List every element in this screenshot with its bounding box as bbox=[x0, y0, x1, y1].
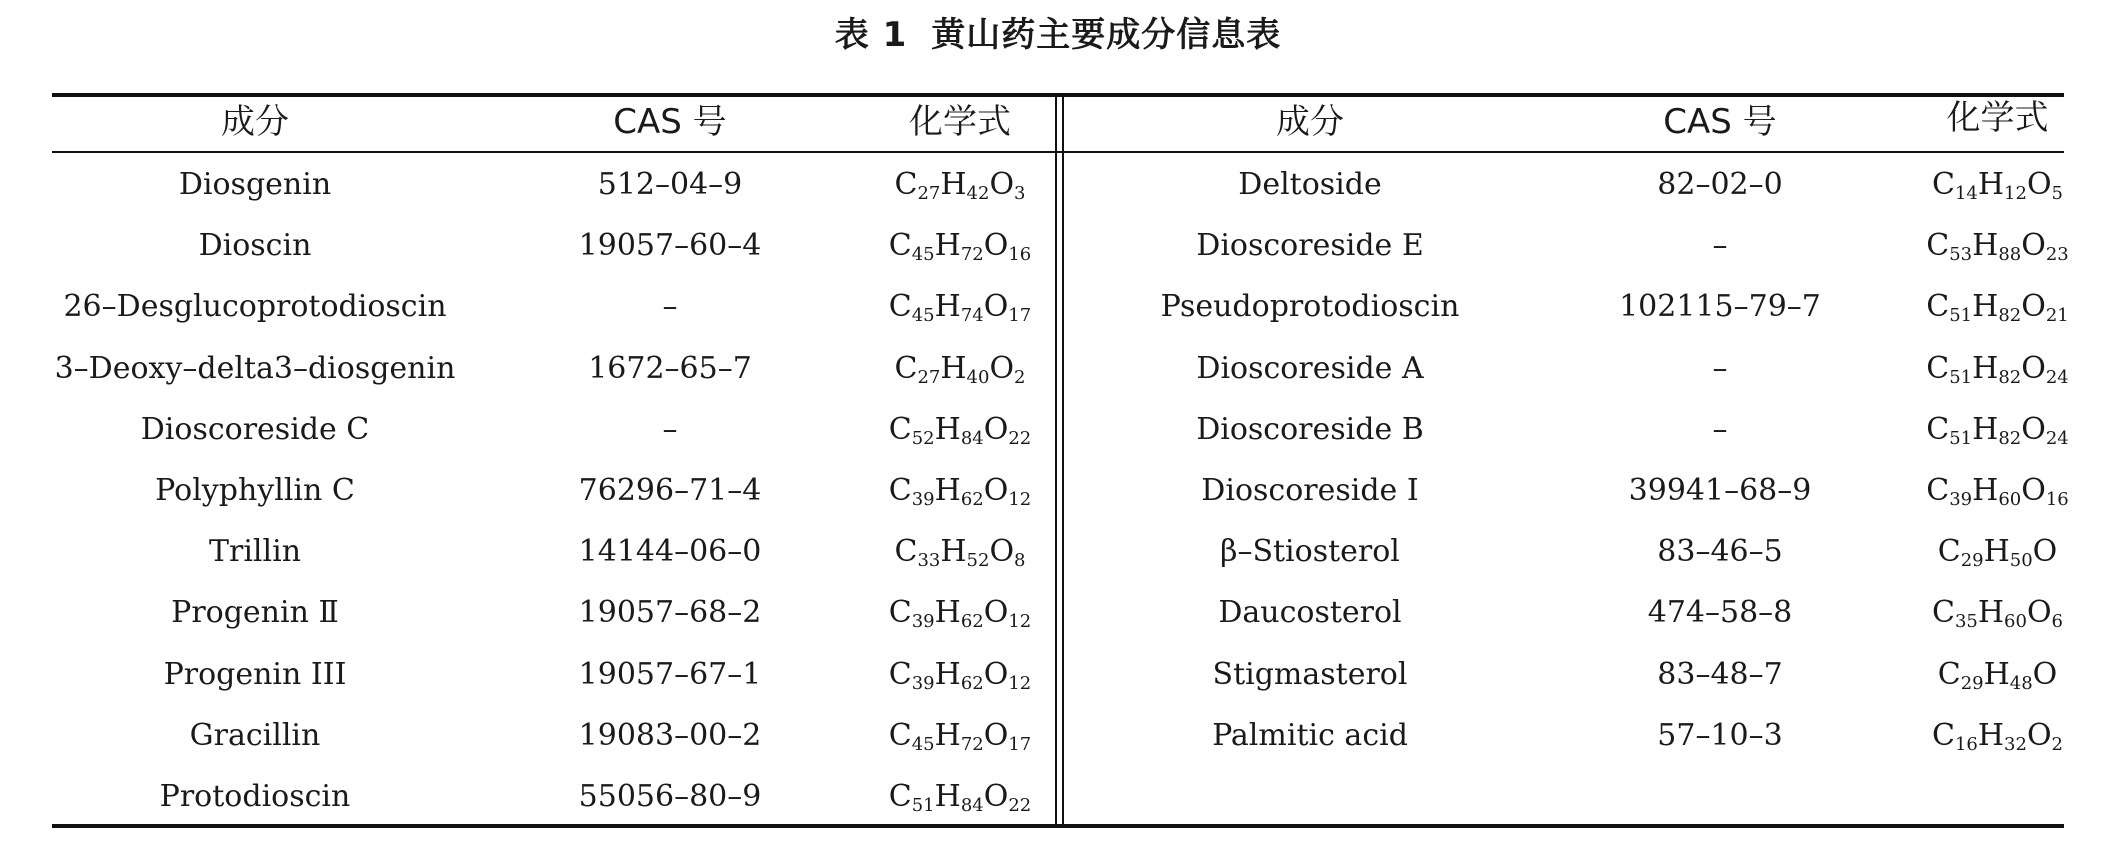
cas-number-left: 76296–71–4 bbox=[578, 473, 762, 508]
component-name-right: Daucosterol bbox=[1218, 595, 1402, 630]
component-name-right: Pseudoprotodioscin bbox=[1160, 289, 1460, 324]
component-name-left: Polyphyllin C bbox=[155, 473, 355, 508]
chemical-formula-right: $C_{53}H_{88}O_{23}$ bbox=[1926, 228, 2069, 265]
table-title: 黄山药主要成分信息表 bbox=[931, 15, 1282, 55]
component-name-left: Diosgenin bbox=[178, 167, 332, 202]
cas-number-right: 83–46–5 bbox=[1657, 534, 1783, 569]
component-name-right: Dioscoreside I bbox=[1201, 473, 1419, 508]
chemical-formula-left: $C_{39}H_{62}O_{12}$ bbox=[888, 595, 1032, 632]
component-name-left: 26–Desglucoprotodioscin bbox=[63, 289, 447, 324]
cas-number-right: 57–10–3 bbox=[1657, 718, 1783, 753]
component-name-left: Gracillin bbox=[189, 718, 321, 753]
table-number: 表 1 bbox=[834, 15, 908, 55]
component-name-left: Protodioscin bbox=[159, 779, 351, 814]
cas-number-left: 19057–67–1 bbox=[578, 657, 762, 692]
cas-number-left: 14144–06–0 bbox=[578, 534, 762, 569]
component-name-right: Stigmasterol bbox=[1212, 657, 1408, 692]
header-component-left: 成分 bbox=[221, 102, 289, 142]
cas-number-left: – bbox=[662, 289, 678, 324]
header-cas-right: CAS 号 bbox=[1663, 102, 1777, 142]
component-name-left: 3–Deoxy–delta3–diosgenin bbox=[54, 351, 456, 386]
component-name-right: Palmitic acid bbox=[1212, 718, 1408, 753]
component-name-left: Trillin bbox=[208, 534, 302, 569]
chemical-formula-right: $C_{51}H_{82}O_{21}$ bbox=[1926, 289, 2069, 326]
chemical-formula-right: $C_{29}H_{48}O$ bbox=[1937, 657, 2058, 694]
chemical-formula-left: $C_{33}H_{52}O_8$ bbox=[894, 534, 1026, 571]
cas-number-right: – bbox=[1712, 228, 1728, 263]
chemical-formula-right: $C_{51}H_{82}O_{24}$ bbox=[1926, 412, 2069, 449]
cas-number-left: 55056–80–9 bbox=[578, 779, 762, 814]
cas-number-left: 19057–68–2 bbox=[578, 595, 762, 630]
cas-number-left: 1672–65–7 bbox=[588, 351, 752, 386]
table-caption bbox=[0, 10, 2116, 60]
component-name-left: Dioscin bbox=[198, 228, 312, 263]
component-name-left: Dioscoreside C bbox=[140, 412, 370, 447]
component-name-right: Dioscoreside B bbox=[1196, 412, 1424, 447]
component-name-right: β–Stiosterol bbox=[1220, 534, 1400, 569]
column-divider bbox=[1062, 95, 1064, 825]
chemical-formula-left: $C_{45}H_{72}O_{16}$ bbox=[888, 228, 1032, 265]
cas-number-right: 82–02–0 bbox=[1657, 167, 1783, 202]
cas-number-left: – bbox=[662, 412, 678, 447]
chemical-formula-left: $C_{45}H_{72}O_{17}$ bbox=[888, 718, 1032, 755]
component-name-left: Progenin Ⅱ bbox=[171, 595, 339, 630]
chemical-formula-left: $C_{52}H_{84}O_{22}$ bbox=[888, 412, 1032, 449]
chemical-formula-left: $C_{39}H_{62}O_{12}$ bbox=[888, 657, 1032, 694]
component-name-right: Deltoside bbox=[1238, 167, 1382, 202]
chemical-formula-right: $C_{39}H_{60}O_{16}$ bbox=[1926, 473, 2069, 510]
chemical-formula-left: $C_{27}H_{40}O_2$ bbox=[894, 351, 1026, 388]
component-name-left: Progenin III bbox=[163, 657, 347, 692]
cas-number-right: 39941–68–9 bbox=[1628, 473, 1812, 508]
chemical-formula-left: $C_{45}H_{74}O_{17}$ bbox=[888, 289, 1032, 326]
header-component-right: 成分 bbox=[1276, 102, 1344, 142]
cas-number-right: – bbox=[1712, 412, 1728, 447]
cas-number-right: 83–48–7 bbox=[1657, 657, 1783, 692]
column-divider bbox=[1055, 95, 1057, 825]
chemical-formula-right: $C_{35}H_{60}O_6$ bbox=[1931, 595, 2063, 632]
cas-number-left: 19083–00–2 bbox=[578, 718, 762, 753]
header-cas-left: CAS 号 bbox=[613, 102, 727, 142]
chemical-formula-right: $C_{14}H_{12}O_5$ bbox=[1931, 167, 2063, 204]
chemical-formula-right: $C_{51}H_{82}O_{24}$ bbox=[1926, 351, 2069, 388]
cas-number-right: – bbox=[1712, 351, 1728, 386]
chemical-formula-right: $C_{29}H_{50}O$ bbox=[1937, 534, 2058, 571]
cas-number-right: 474–58–8 bbox=[1647, 595, 1793, 630]
cas-number-left: 512–04–9 bbox=[597, 167, 743, 202]
cas-number-right: 102115–79–7 bbox=[1619, 289, 1821, 324]
chemical-formula-left: $C_{27}H_{42}O_3$ bbox=[894, 167, 1026, 204]
component-name-right: Dioscoreside E bbox=[1196, 228, 1424, 263]
header-formula-right: 化学式 bbox=[1946, 98, 2049, 138]
chemical-formula-left: $C_{39}H_{62}O_{12}$ bbox=[888, 473, 1032, 510]
component-name-right: Dioscoreside A bbox=[1196, 351, 1424, 386]
chemical-formula-right: $C_{16}H_{32}O_2$ bbox=[1931, 718, 2063, 755]
chemical-formula-left: $C_{51}H_{84}O_{22}$ bbox=[888, 779, 1032, 816]
cas-number-left: 19057–60–4 bbox=[578, 228, 762, 263]
header-formula-left: 化学式 bbox=[909, 102, 1011, 142]
